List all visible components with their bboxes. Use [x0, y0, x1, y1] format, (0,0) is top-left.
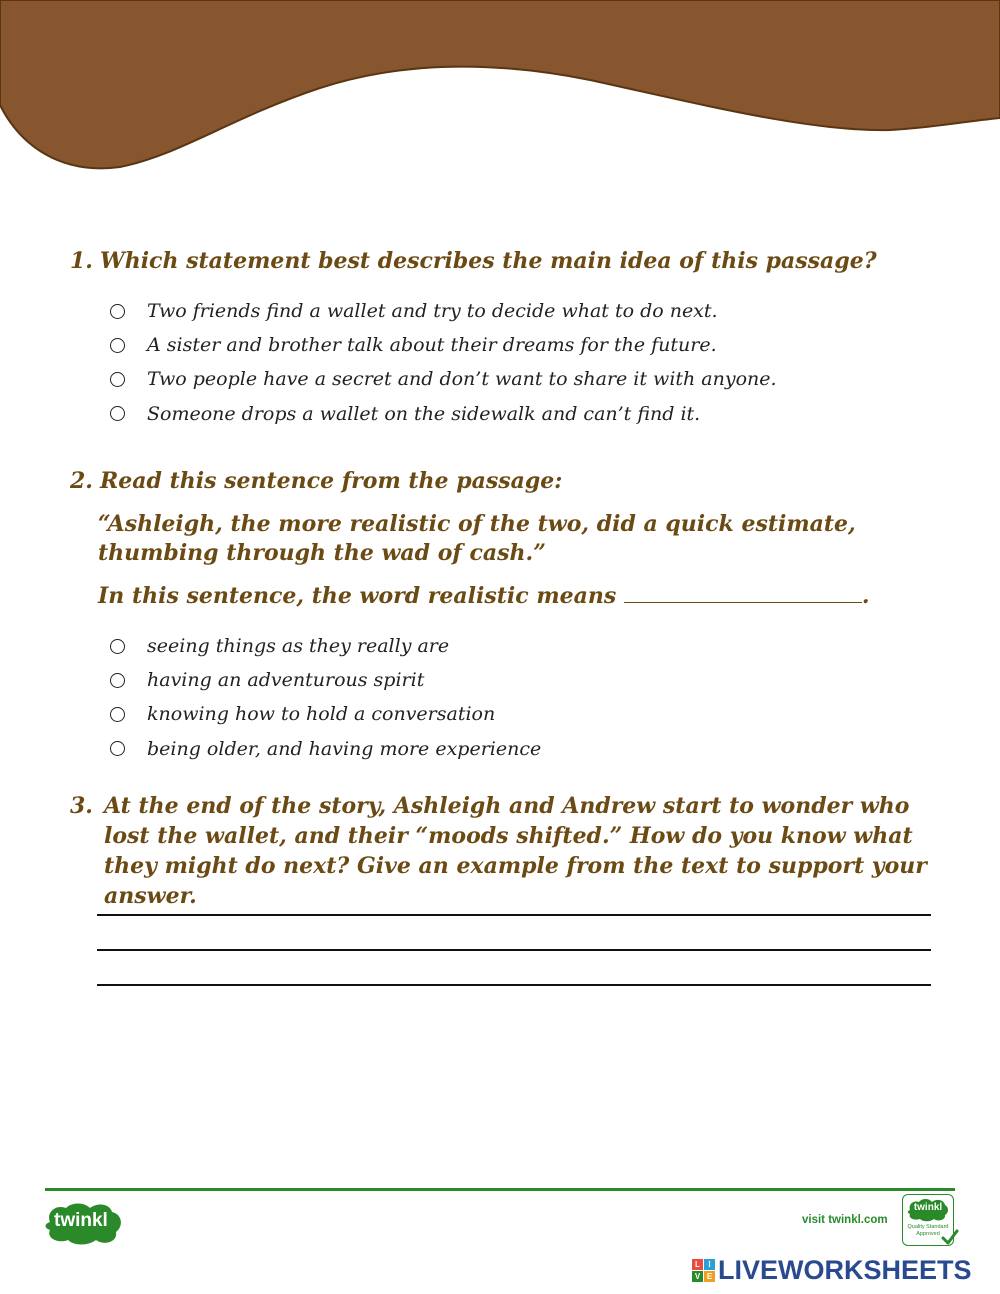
question-1-option-c[interactable]: Two people have a secret and don’t want to share it with anyone. — [110, 362, 777, 396]
question-2-option-b[interactable]: having an adventurous spirit — [110, 663, 541, 697]
lw-letter-l: L — [692, 1259, 703, 1270]
question-2-prompt: Read this sentence from the passage: — [100, 468, 563, 494]
question-3-prompt: At the end of the story, Ashleigh and Andrew start to wonder who lost the wallet, and their “moods shifted.” How do you know what they might do next? Give an example from the text to support your answer. — [104, 793, 927, 909]
question-2-option-c[interactable]: knowing how to hold a conversation — [110, 697, 541, 731]
question-1-prompt: Which statement best describes the main idea of this passage? — [100, 248, 877, 274]
question-2-option-d[interactable]: being older, and having more experience — [110, 732, 541, 766]
question-1-options — [110, 294, 777, 431]
visit-twinkl-link[interactable]: visit twinkl.com — [802, 1214, 888, 1226]
radio-button[interactable] — [110, 406, 125, 421]
footer-divider — [45, 1188, 955, 1191]
liveworksheets-logo[interactable] — [692, 1256, 972, 1284]
question-1-title — [70, 246, 877, 276]
lw-letter-i: I — [704, 1259, 715, 1270]
header-wave-banner — [0, 0, 1000, 175]
question-2-option-a[interactable]: seeing things as they really are — [110, 629, 541, 663]
radio-button[interactable] — [110, 338, 125, 353]
answer-line-3[interactable] — [97, 984, 931, 986]
radio-button[interactable] — [110, 741, 125, 756]
question-2-title — [70, 466, 562, 496]
question-1-option-b[interactable]: A sister and brother talk about their dreams for the future. — [110, 328, 777, 362]
twinkl-logo[interactable]: twinkl — [54, 1210, 108, 1231]
question-2-options — [110, 629, 541, 766]
radio-button[interactable] — [110, 673, 125, 688]
question-1-option-d[interactable]: Someone drops a wallet on the sidewalk and can’t find it. — [110, 397, 777, 431]
fill-in-text: In this sentence, the word realistic means — [98, 583, 617, 609]
badge-text: Quality Standard Approved — [907, 1224, 949, 1237]
question-2-number: 2. — [70, 468, 93, 494]
radio-button[interactable] — [110, 304, 125, 319]
question-1-option-a[interactable]: Two friends find a wallet and try to decide what to do next. — [110, 294, 777, 328]
quality-standard-badge — [902, 1194, 954, 1246]
fill-in-blank[interactable] — [624, 584, 862, 603]
question-3-number: 3. — [70, 793, 93, 819]
answer-line-1[interactable] — [97, 914, 931, 916]
lw-letter-e: E — [704, 1271, 715, 1282]
answer-line-2[interactable] — [97, 949, 931, 951]
question-2-quote: “Ashleigh, the more realistic of the two, did a quick estimate, thumbing through the wad of cash.” — [98, 511, 856, 566]
liveworksheets-wordmark: LIVEWORKSHEETS — [718, 1254, 972, 1285]
question-3-title — [70, 791, 950, 911]
radio-button[interactable] — [110, 372, 125, 387]
fill-in-end: . — [861, 583, 870, 609]
lw-letter-v: V — [692, 1271, 703, 1282]
question-2-fill-in — [98, 582, 938, 611]
checkmark-icon — [941, 1229, 959, 1245]
question-1-number: 1. — [70, 248, 93, 274]
liveworksheets-letter-grid — [692, 1259, 715, 1282]
badge-twinkl-label: twinkl — [913, 1202, 943, 1213]
radio-button[interactable] — [110, 639, 125, 654]
radio-button[interactable] — [110, 707, 125, 722]
